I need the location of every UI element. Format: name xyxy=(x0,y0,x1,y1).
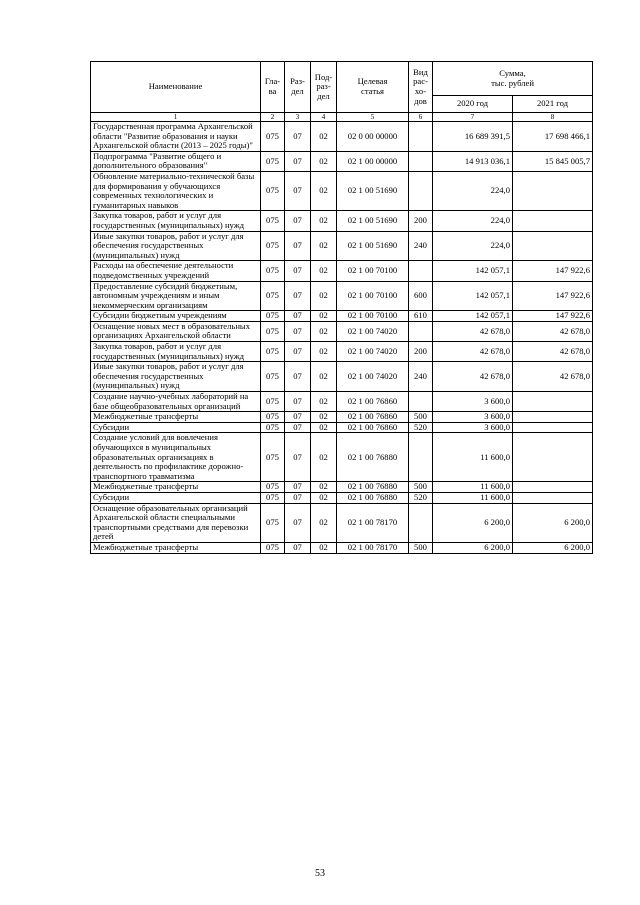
header-target xyxy=(337,62,409,113)
row-expense-type: 610 xyxy=(409,311,433,322)
row-amount-2021: 42 678,0 xyxy=(513,321,593,341)
row-expense-type: 240 xyxy=(409,231,433,261)
row-expense-type: 600 xyxy=(409,281,433,311)
column-number: 6 xyxy=(409,113,433,122)
row-subsection: 02 xyxy=(311,503,337,542)
row-chapter: 075 xyxy=(261,171,285,210)
row-section: 07 xyxy=(285,311,311,322)
row-target: 02 1 00 00000 xyxy=(337,151,409,171)
row-expense-type: 500 xyxy=(409,412,433,423)
row-name: Расходы на обеспечение деятельности подведомственных учреждений xyxy=(91,261,261,281)
row-target: 02 1 00 70100 xyxy=(337,311,409,322)
row-section: 07 xyxy=(285,542,311,553)
row-expense-type xyxy=(409,171,433,210)
row-target: 02 1 00 74020 xyxy=(337,342,409,362)
row-amount-2020: 11 600,0 xyxy=(433,433,513,482)
row-name: Оснащение новых мест в образовательных организациях Архангельской области xyxy=(91,321,261,341)
row-target: 02 1 00 76860 xyxy=(337,422,409,433)
row-chapter: 075 xyxy=(261,122,285,152)
row-subsection: 02 xyxy=(311,211,337,231)
column-number: 8 xyxy=(513,113,593,122)
row-target: 02 1 00 74020 xyxy=(337,321,409,341)
row-name: Субсидии xyxy=(91,492,261,503)
row-amount-2021: 15 845 005,7 xyxy=(513,151,593,171)
row-section: 07 xyxy=(285,151,311,171)
row-target: 02 1 00 78170 xyxy=(337,503,409,542)
column-number: 3 xyxy=(285,113,311,122)
row-amount-2021: 6 200,0 xyxy=(513,542,593,553)
row-section: 07 xyxy=(285,281,311,311)
row-section: 07 xyxy=(285,492,311,503)
row-expense-type xyxy=(409,392,433,412)
header-subsection-text: Под- раз- дел xyxy=(314,71,333,101)
row-section: 07 xyxy=(285,362,311,392)
row-chapter: 075 xyxy=(261,362,285,392)
row-name: Создание научно-учебных лабораторий на базе общеобразовательных организаций xyxy=(91,392,261,412)
row-expense-type xyxy=(409,122,433,152)
table-row xyxy=(91,281,593,311)
row-expense-type xyxy=(409,321,433,341)
table-row xyxy=(91,342,593,362)
row-target: 02 1 00 78170 xyxy=(337,542,409,553)
row-target: 02 1 00 76860 xyxy=(337,412,409,423)
row-name: Государственная программа Архангельской области "Развитие образования и науки Архангельской области (2013 – 2025 годы)" xyxy=(91,122,261,152)
row-chapter: 075 xyxy=(261,503,285,542)
row-amount-2021 xyxy=(513,492,593,503)
row-amount-2020: 142 057,1 xyxy=(433,311,513,322)
row-chapter: 075 xyxy=(261,311,285,322)
table-row xyxy=(91,122,593,152)
header-year-2020: 2020 год xyxy=(433,96,513,113)
row-name: Межбюджетные трансферты xyxy=(91,482,261,493)
row-expense-type: 520 xyxy=(409,492,433,503)
row-expense-type: 240 xyxy=(409,362,433,392)
row-target: 02 1 00 76880 xyxy=(337,433,409,482)
row-subsection: 02 xyxy=(311,311,337,322)
row-target: 02 1 00 74020 xyxy=(337,362,409,392)
row-chapter: 075 xyxy=(261,211,285,231)
header-section xyxy=(285,62,311,113)
row-chapter: 075 xyxy=(261,392,285,412)
row-section: 07 xyxy=(285,171,311,210)
row-amount-2020: 11 600,0 xyxy=(433,492,513,503)
header-subsection xyxy=(311,62,337,113)
header-expense-type xyxy=(409,62,433,113)
row-name: Оснащение образовательных организаций Архангельской области специальными транспортными средствами для перевозки детей xyxy=(91,503,261,542)
table-row xyxy=(91,362,593,392)
table-row xyxy=(91,321,593,341)
header-sum xyxy=(433,62,593,96)
header-target-text: Целевая статья xyxy=(357,76,388,96)
row-subsection: 02 xyxy=(311,492,337,503)
table-row xyxy=(91,311,593,322)
row-name: Межбюджетные трансферты xyxy=(91,412,261,423)
row-expense-type: 520 xyxy=(409,422,433,433)
table-row xyxy=(91,492,593,503)
row-name: Закупка товаров, работ и услуг для государственных (муниципальных) нужд xyxy=(91,342,261,362)
row-name: Межбюджетные трансферты xyxy=(91,542,261,553)
row-expense-type: 200 xyxy=(409,211,433,231)
column-number: 2 xyxy=(261,113,285,122)
row-section: 07 xyxy=(285,392,311,412)
row-section: 07 xyxy=(285,122,311,152)
header-chapter xyxy=(261,62,285,113)
row-section: 07 xyxy=(285,412,311,423)
row-amount-2020: 142 057,1 xyxy=(433,261,513,281)
row-name: Субсидии бюджетным учреждениям xyxy=(91,311,261,322)
row-section: 07 xyxy=(285,211,311,231)
row-name: Подпрограмма "Развитие общего и дополнительного образования" xyxy=(91,151,261,171)
row-subsection: 02 xyxy=(311,281,337,311)
table-row xyxy=(91,211,593,231)
row-section: 07 xyxy=(285,433,311,482)
header-expense-type-text: Вид рас- хо- дов xyxy=(413,66,428,106)
row-chapter: 075 xyxy=(261,321,285,341)
row-amount-2020: 3 600,0 xyxy=(433,392,513,412)
table-row xyxy=(91,422,593,433)
table-row xyxy=(91,392,593,412)
row-target: 02 1 00 76860 xyxy=(337,392,409,412)
table-row xyxy=(91,503,593,542)
column-number: 7 xyxy=(433,113,513,122)
row-amount-2021 xyxy=(513,171,593,210)
row-expense-type xyxy=(409,261,433,281)
row-amount-2020: 42 678,0 xyxy=(433,362,513,392)
row-amount-2021 xyxy=(513,211,593,231)
row-chapter: 075 xyxy=(261,412,285,423)
header-year-2021: 2021 год xyxy=(513,96,593,113)
row-expense-type xyxy=(409,503,433,542)
row-target: 02 1 00 51690 xyxy=(337,231,409,261)
row-amount-2020: 42 678,0 xyxy=(433,321,513,341)
header-chapter-text: Гла- ва xyxy=(264,76,281,96)
table-row xyxy=(91,542,593,553)
row-expense-type xyxy=(409,151,433,171)
row-amount-2020: 16 689 391,5 xyxy=(433,122,513,152)
row-expense-type: 500 xyxy=(409,542,433,553)
row-expense-type: 500 xyxy=(409,482,433,493)
row-chapter: 075 xyxy=(261,542,285,553)
row-amount-2020: 6 200,0 xyxy=(433,542,513,553)
row-amount-2020: 14 913 036,1 xyxy=(433,151,513,171)
row-amount-2020: 42 678,0 xyxy=(433,342,513,362)
row-amount-2020: 6 200,0 xyxy=(433,503,513,542)
table-row xyxy=(91,433,593,482)
row-amount-2021 xyxy=(513,231,593,261)
row-subsection: 02 xyxy=(311,342,337,362)
row-target: 02 1 00 76880 xyxy=(337,482,409,493)
row-target: 02 1 00 51690 xyxy=(337,171,409,210)
table-row xyxy=(91,412,593,423)
row-subsection: 02 xyxy=(311,482,337,493)
table-row xyxy=(91,231,593,261)
row-target: 02 1 00 76880 xyxy=(337,492,409,503)
row-subsection: 02 xyxy=(311,261,337,281)
row-amount-2021 xyxy=(513,422,593,433)
row-amount-2021 xyxy=(513,433,593,482)
row-section: 07 xyxy=(285,422,311,433)
row-amount-2021 xyxy=(513,412,593,423)
row-name: Закупка товаров, работ и услуг для государственных (муниципальных) нужд xyxy=(91,211,261,231)
row-chapter: 075 xyxy=(261,422,285,433)
row-amount-2020: 11 600,0 xyxy=(433,482,513,493)
row-target: 02 1 00 70100 xyxy=(337,261,409,281)
column-number: 4 xyxy=(311,113,337,122)
column-number: 5 xyxy=(337,113,409,122)
row-name: Субсидии xyxy=(91,422,261,433)
row-amount-2021: 147 922,6 xyxy=(513,261,593,281)
row-target: 02 1 00 51690 xyxy=(337,211,409,231)
row-amount-2021 xyxy=(513,392,593,412)
row-section: 07 xyxy=(285,482,311,493)
row-target: 02 0 00 00000 xyxy=(337,122,409,152)
header-section-text: Раз- дел xyxy=(290,76,305,96)
row-section: 07 xyxy=(285,321,311,341)
row-subsection: 02 xyxy=(311,231,337,261)
row-chapter: 075 xyxy=(261,492,285,503)
row-subsection: 02 xyxy=(311,433,337,482)
column-number: 1 xyxy=(91,113,261,122)
row-subsection: 02 xyxy=(311,412,337,423)
row-amount-2020: 224,0 xyxy=(433,231,513,261)
row-amount-2021: 147 922,6 xyxy=(513,281,593,311)
row-name: Иные закупки товаров, работ и услуг для обеспечения государственных (муниципальных) нужд xyxy=(91,362,261,392)
row-section: 07 xyxy=(285,342,311,362)
row-section: 07 xyxy=(285,231,311,261)
row-section: 07 xyxy=(285,261,311,281)
row-chapter: 075 xyxy=(261,261,285,281)
row-amount-2021: 147 922,6 xyxy=(513,311,593,322)
row-amount-2020: 142 057,1 xyxy=(433,281,513,311)
row-subsection: 02 xyxy=(311,542,337,553)
row-name: Иные закупки товаров, работ и услуг для обеспечения государственных (муниципальных) нужд xyxy=(91,231,261,261)
row-target: 02 1 00 70100 xyxy=(337,281,409,311)
row-subsection: 02 xyxy=(311,422,337,433)
row-amount-2021: 42 678,0 xyxy=(513,362,593,392)
row-subsection: 02 xyxy=(311,171,337,210)
row-chapter: 075 xyxy=(261,281,285,311)
row-chapter: 075 xyxy=(261,433,285,482)
row-subsection: 02 xyxy=(311,122,337,152)
row-subsection: 02 xyxy=(311,151,337,171)
row-subsection: 02 xyxy=(311,321,337,341)
column-numbers-row xyxy=(91,113,593,122)
row-amount-2020: 3 600,0 xyxy=(433,422,513,433)
page-number: 53 xyxy=(315,868,325,879)
row-section: 07 xyxy=(285,503,311,542)
row-name: Обновление материально-технической базы для формирования у обучающихся современных технологических и гуманитарных навыков xyxy=(91,171,261,210)
row-chapter: 075 xyxy=(261,231,285,261)
row-name: Создание условий для вовлечения обучающихся в муниципальных образовательных организациях в деятельность по профилактике дорожно-транспортного травматизма xyxy=(91,433,261,482)
row-amount-2020: 224,0 xyxy=(433,211,513,231)
row-amount-2021: 6 200,0 xyxy=(513,503,593,542)
table-row xyxy=(91,151,593,171)
row-amount-2021: 42 678,0 xyxy=(513,342,593,362)
row-amount-2021: 17 698 466,1 xyxy=(513,122,593,152)
budget-table xyxy=(90,61,593,554)
row-chapter: 075 xyxy=(261,342,285,362)
row-subsection: 02 xyxy=(311,362,337,392)
row-chapter: 075 xyxy=(261,151,285,171)
header-sum-text: Сумма, тыс. рублей xyxy=(491,67,534,88)
row-amount-2020: 224,0 xyxy=(433,171,513,210)
row-name: Предоставление субсидий бюджетным, автономным учреждениям и иным некоммерческим организациям xyxy=(91,281,261,311)
row-amount-2020: 3 600,0 xyxy=(433,412,513,423)
row-amount-2021 xyxy=(513,482,593,493)
table-row xyxy=(91,482,593,493)
table-row xyxy=(91,261,593,281)
header-name: Наименование xyxy=(91,62,261,113)
row-expense-type: 200 xyxy=(409,342,433,362)
row-expense-type xyxy=(409,433,433,482)
row-chapter: 075 xyxy=(261,482,285,493)
table-row xyxy=(91,171,593,210)
row-subsection: 02 xyxy=(311,392,337,412)
